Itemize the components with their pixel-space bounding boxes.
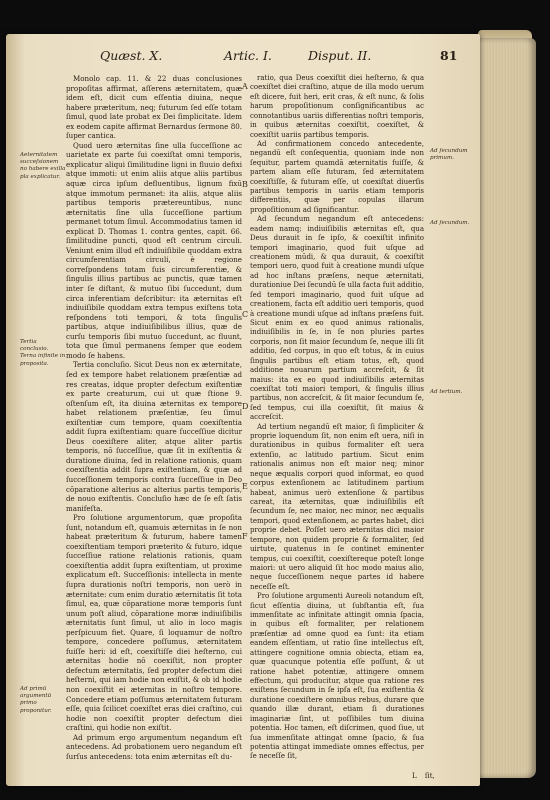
paragraph: Monolo cap. 11. & 22 duas conclusiones propoſitas affirmat, aſſerens æternitatem, quæ idem eſt, dicit cum eſſentia diuina, neque habere præteritum, neq; futurum ſed eſſe totam ſimul, quod late probat ex Dei ſimplicitate. Idem ex eodem capite affirmat Bernardus ſermone 80. ſuper cantica.	[66, 74, 242, 141]
right-margin-note-1: Ad ſecundum primum.	[430, 148, 468, 162]
paragraph: Ad primum ergo argumentum negandum eſt antecedens. Ad probationem uero negandum eſt ſurſus antecedens: tota enim æternitas eſt du-	[66, 732, 242, 761]
paragraph: Pro ſolutione argumenti Aureoli notandum eſt, ſicut eſſentia diuina, ut ſubſtantia eſt, ſua immenſitate ac infinitate attingit omnia ſpacia, in quibus eſt formaliter, per relationem præſentiæ ad omne quod ea ſunt: ita etiam eandem eſſentiam, ut ratio ſine intellectus eſt, attingere cognitione omnia obiecta, etiam ea, quæ quacunque potentia eſſe poſſunt, & ut ratione habet potentiæ, attingere omnem effectum, qui producitur, atque qua ratione res exiſtens ſecundum in ſe ipſa eſt, ſua exiſtentia & duratione coexiſtere omnibus rebus, durare que quando illæ durant, etiam ſi durationes imaginariæ ſint, ut poſſibiles tum diuina potentia. Hoc tamen, eſt diſcrimen, quod ſiue, ut ſua immenſitate attingat omne ſpacio, & ſua potentia attingat immediate omnes effectus, per ſe neceſſe ſit,	[250, 592, 424, 761]
left-margin-note-3: Ad primū argumentū primo proponitur.	[20, 686, 52, 714]
section-letter: A	[242, 82, 248, 91]
paragraph: Tertia concluſio. Sicut Deus non ex æternitate, ſed ex tempore habet relationem præſentiæ ad res creatas, idque propter defectum exiſtentiæ ex parte creaturum, cui ut quæ ſtione 9. oſtenſum eſt, ita diuina æternitas ex tempore habet relationem præſentiæ, ſeu ſimul exiſtentiæ cum tempore, quam coexiſtentia addit ſupra exiſtentiam: quare ſucceſſiue dicitur Deus coexiſtere aliter, atque aliter partis temporis, nō ſucceſſiue, quæ ſit in exiſtentia & duratione diuina, ſed in relatione rationis, quam coexiſtentia addit ſupra exiſtentiam, & quæ ad ſucceſſionem temporis contra ſucceſſiue in Deo cōparatione alterius ac alterius partis temporis, de nouo exiſtentis. Concluſio hæc de ſe eſt ſatis manifeſta.	[66, 360, 242, 513]
section-letter: F	[242, 532, 248, 541]
left-margin-note-2: Tertia conclusio. Terna infinite in proposita.	[20, 339, 66, 367]
right-text-column	[250, 74, 424, 762]
book-page	[6, 34, 480, 786]
paragraph: Ad ſecundum negandum eſt antecedens: eadem namq; indiuiſibilis æternitas eſt, qua Deus durauit in ſe ipſo, & coexiſtit infinito tempori imaginario, quod fuit uſque ad creationem mūdi, & qua durauit, & coexiſtit tempori uero, quod fuit à creatione mundi uſque ad hoc inſtans præſens, neque æternitati, durationiue Dei ſecundū ſe ulla facta fuit additio, ſed tempori imaginario, quod fuit uſque ad creationem, facta eſt additio ueri temporis, quod à creatione mundi uſque ad inſtans præſens fuit. Sicut enim ex eo quod animus rationalis, indiuiſibilis in ſe, in ſe non pluries partes corporis, non ſit maior ſecundum ſe, neque illi ſit additio, ſed corpus, in quo eſt totus, & in cuius ſingulis partibus eſt etiam totus, eſt, quod additione nouarum partium accreſcit, & ſit maius: ita ex eo quod indiuiſibilis æternitas coexiſtat toti maiori tempori, & ſingulis illius partibus, non accreſcit, & ſit maior ſecundum ſe, ſed tempus, cui illa coexiſtit, ſit maius & accreſcit.	[250, 215, 424, 422]
section-letter: E	[242, 482, 248, 491]
header-article: Artic. I.	[224, 48, 272, 63]
paragraph: ratio, qua Deus coexiſtit diei heſterno, & qua coexiſtet diei craſtino, atque de illa modo uerum eſt dicere, fuit heri, erit cras, & eſt nunc, & ſolis harum propoſitionum conſignificantibus ac connotantibus uariis differentias noſtri temporis, in quibus æternitas coexiſtit, coexiſtet, & coexiſtit uariis partibus temporis.	[250, 74, 424, 139]
catchword: ſit,	[424, 772, 435, 780]
section-letter: D	[242, 402, 249, 411]
page-number: 81	[440, 48, 458, 63]
left-text-column	[66, 74, 242, 761]
header-question: Quæst. X.	[100, 48, 163, 63]
section-letter: C	[242, 310, 249, 319]
signature-mark: L	[412, 772, 417, 780]
right-margin-note-2: Ad ſecundum.	[430, 220, 470, 226]
running-header	[92, 48, 474, 68]
right-margin-note-3: Ad tertium.	[430, 389, 463, 395]
header-disputation: Disput. II.	[308, 48, 372, 63]
section-letter: B	[242, 180, 248, 189]
paragraph: Ad tertium negandū eſt maior, ſi ſimpliciter & proprie loquendum ſit, non enim eſt uera, niſi in durationibus in quibus formaliter eſt uera extenſio, ac latitudo partium. Sicut enim rationalis animus non eſt maior neq; minor neque æqualis corpori quod informat, eo quod corpus extenſionem ac latitudinem partium habeat, animus uerò extenſione & partibus careat, ita æternitas, quæ indiuiſibilis eſt ſecundum ſe, nec maior, nec minor, nec æqualis tempori, quod extenſionem, ac partes habet, dici proprie debet. Poſſet uero æternitas dici maior tempore, non quidem proprie & formaliter, ſed uirtute, quatenus in ſe continet eminenter tempus, cui coexiſtit, coexiſtereque poteſt longe maiori: ut uero aliquid ſit hoc modo maius alio, neque ſucceſſionem neque partes id habere neceſſe eſt.	[250, 422, 424, 591]
paragraph: Quod uero æternitas ſine ulla ſucceſſione ac uarietate ex parte ſui coexiſtat omni temporis, explicatur aliqui ſimilitudine ligni in fluuio defixi atque immoti: ut enim aliis atque aliis partibus aquæ circa ipſum defluentibus, lignum fixū atque immotum permanet: ita aliis, atque aliis partibus temporis prætereuntibus, nunc æternitatis ſine ulla ſucceſſione partium permanet totum ſimul. Accommodatius tamen id explicat D. Thomas 1. contra gentes, capit. 66. ſimilitudine puncti, quod eſt centrum circuli. Veniunt enim illud eſt indiuiſibile quoddam extra circumferentiam circuli, è regione correſpondens totam ſuis circumferentiæ, & ſingulis illius partibus ac punctis, quæ tamen inter ſe diſtant, & mutuo ſibi ſuccedunt, dum circa inferentiam deſcribitur: ita æternitas eſt indiuiſibile quoddam extra tempus exiſtens tota reſpondens toti tempori, & tota ſingulis partibus, atque indiuiſibilibus illius, quæ de curſu temporis ſibi mutuo ſuccedunt, ac fluunt, tota que ſimul permanens ſemper que eodem modo ſe habens.	[66, 140, 242, 360]
page-footer	[406, 772, 435, 780]
book-page-block	[478, 38, 536, 778]
paragraph: Ad confirmationem concedo antecedente, negandū eſt conſequentia, quoniam inde non ſequitur, partem quamdā æternitatis fuiſſe, & partem aliam eſſe futuram, ſed æternitatem coexiſtiſſe, & futuram eſſe, ut coexiſtat diuerſis partibus temporis in uariis etiam temporis differentiis, quæ per copulas illarum propoſitionum ad ſignificantur.	[250, 139, 424, 214]
paragraph: Pro ſolutione argumentorum, quæ propoſita ſunt, notandum eſt, quamuis æternitas in ſe non habeat præteritum & futurum, habere tamen coexiſtentiam tempori præterito & futuro, idque ſucceſſiue ratione relationis rationis, quam coexiſtentia addit ſupra exiſtentiam, ut proxime explicatum eſt. Succeſſionis: intellecta in mente ſupra durationis noſtri temporis, non uerò in æternitate: cum enim duratio æternitatis ſit tota ſimul, ea, quæ cōparatione moræ temporis ſunt unum poſt aliud, cōparatione moræ indiuiſibilis æternitatis ſunt ſimul, ut alio in loco magis perſpicuum fiet. Quare, ſi loquamur de noſtro tempore, concedere poſſumus, æternitatem fuiſſe heri: id eſt, coexiſtiſſe diei heſterno, cui æternitas hodie nō coexiſtit, non propter defectum æternitatis, ſed propter defectum diei heſterni, qui iam hodie non exiſtit, & ob id hodie non coexiſtit ei æternitas in noſtro tempore. Concedere etiam poſſumus æternitatem futuram eſſe, quia ſcilicet coexiſtet eras diei craſtino, cui hodie non coexiſtit propter defectum diei craſtini, qui hodie non exiſtit.	[66, 513, 242, 733]
left-margin-note-1: Aeternitatem succeſsionem no habere exilla pla explicatur.	[20, 152, 66, 180]
